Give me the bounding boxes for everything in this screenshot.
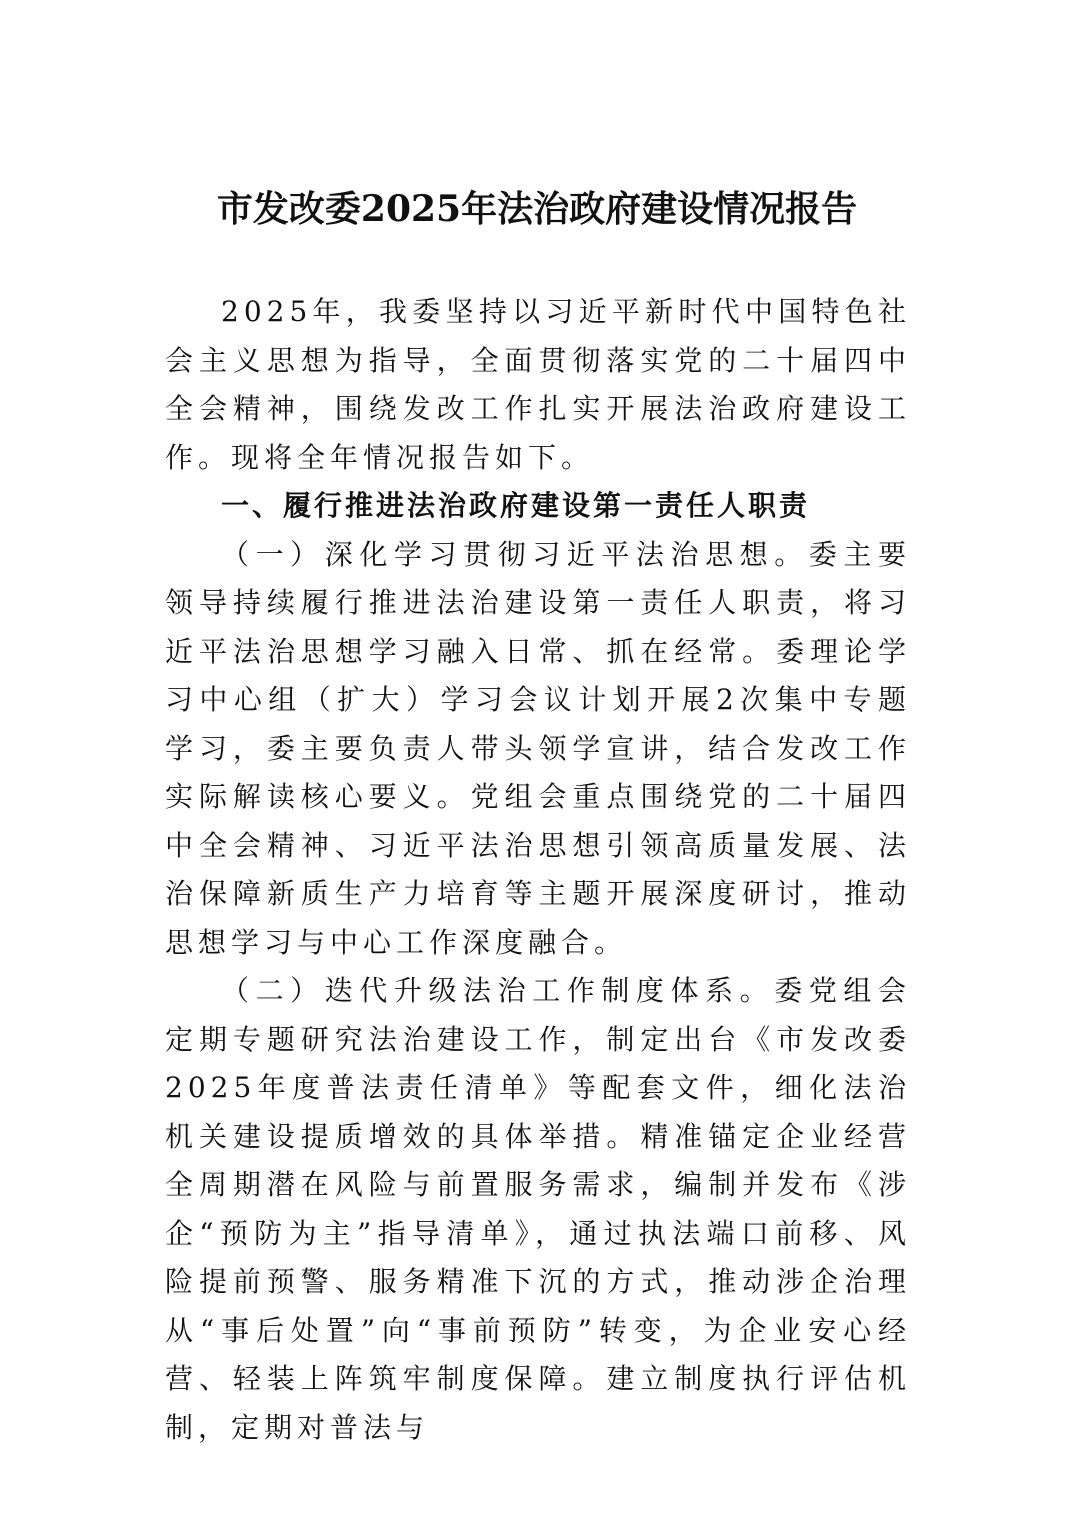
item-2-text: 委党组会定期专题研究法治建设工作，制定出台《市发改委2025年度普法责任清单》等配套文件，细化法治机关建设提质增效的具体举措。精准锚定企业经营全周期潜在风险与前置服务需求，编制并发布《涉企“预防为主”指导清单》，通过执法端口前移、风险提前预警、服务精准下沉的方式，推动涉企治理从“事后处置”向“事前预防”转变，为企业安心经营、轻装上阵筑牢制度保障。建立制度执行评估机制，定期对普法与 [165, 974, 911, 1444]
document-body [165, 288, 911, 1452]
item-2-lead: （二）迭代升级法治工作制度体系。 [221, 974, 775, 1007]
section-heading: 一、履行推进法治政府建设第一责任人职责 [221, 489, 811, 522]
intro-paragraph: 2025年，我委坚持以习近平新时代中国特色社会主义思想为指导，全面贯彻落实党的二十届四中全会精神，围绕发改工作扎实开展法治政府建设工作。现将全年情况报告如下。 [165, 295, 911, 474]
item-1-text: 委主要领导持续履行推进法治建设第一责任人职责，将习近平法治思想学习融入日常、抓在经常。委理论学习中心组（扩大）学习会议计划开展2次集中专题学习，委主要负责人带头领学宣讲，结合发改工作实际解读核心要义。党组会重点围绕党的二十届四中全会精神、习近平法治思想引领高质量发展、法治保障新质生产力培育等主题开展深度研讨，推动思想学习与中心工作深度融合。 [165, 537, 911, 959]
paragraph-item-1 [165, 531, 911, 968]
document-title: 市发改委2025年法治政府建设情况报告 [216, 188, 858, 230]
paragraph-item-2 [165, 967, 911, 1452]
item-1-lead: （一）深化学习贯彻习近平法治思想。 [221, 537, 809, 571]
